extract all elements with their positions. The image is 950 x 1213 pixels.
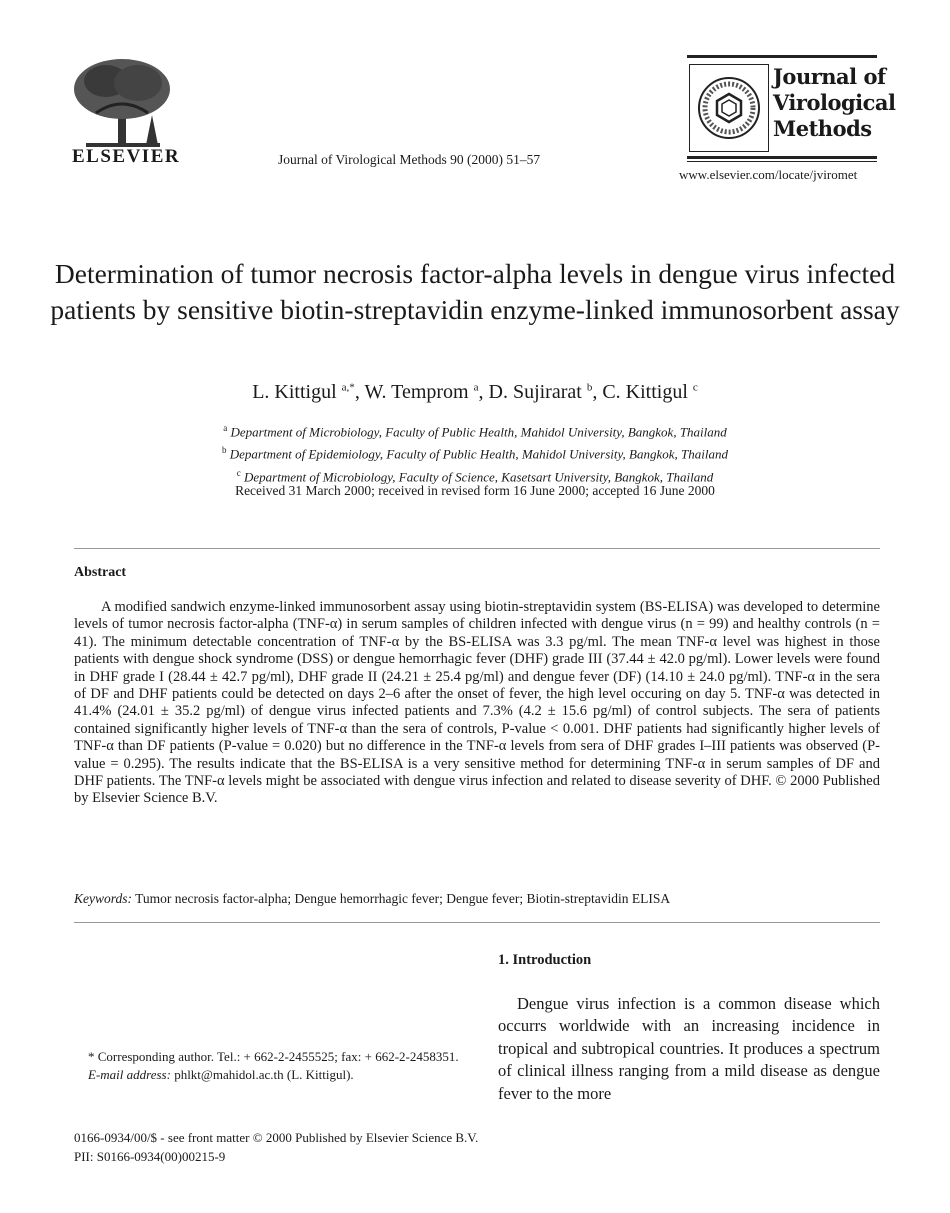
affiliation-line: $^c$ Department of Microbiology, Faculty of Science, Kasetsart University, Bangkok, Thailand — [236, 467, 714, 484]
journal-title: Journal of Virological Methods — [773, 64, 896, 141]
issn-line: 0166-0934/00/$ - see front matter © 2000 Published by Elsevier Science B.V. — [74, 1130, 479, 1145]
divider — [74, 548, 880, 549]
section-heading-introduction: 1. Introduction — [498, 952, 592, 968]
author-affiliation-mark: a — [473, 381, 479, 394]
email-address[interactable]: phlkt@mahidol.ac.th (L. Kittigul). — [174, 1066, 354, 1082]
abstract-heading: Abstract — [74, 565, 127, 580]
journal-emblem-icon — [689, 64, 769, 152]
author-name: W. Temprom — [364, 381, 469, 403]
divider — [74, 922, 880, 923]
keywords-label: Keywords: — [74, 891, 132, 906]
affiliation-line: $^b$ Department of Epidemiology, Faculty of Public Health, Mahidol University, Bangkok, Thailand — [221, 445, 728, 462]
affiliations — [40, 419, 910, 486]
author-list: L. Kittigul $^{a,*}$, W. Temprom $^a$, D. Sujirarat $^b$, C. Kittigul $^c$ — [252, 381, 698, 403]
journal-url[interactable]: www.elsevier.com/locate/jviromet — [679, 167, 858, 182]
elsevier-tree-logo — [66, 55, 178, 155]
corresponding-author-footnote — [74, 1048, 459, 1083]
keywords — [74, 891, 880, 907]
journal-citation: Journal of Virological Methods 90 (2000) 51–57 — [278, 152, 541, 167]
pii-line: PII: S0166-0934(00)00215-9 — [74, 1149, 226, 1164]
author-affiliation-mark: a,* — [341, 381, 355, 394]
bottom-info — [74, 1128, 478, 1166]
author-affiliation-mark: b — [586, 381, 593, 394]
email-line: E-mail address: phlkt@mahidol.ac.th (L. Kittigul). — [88, 1066, 354, 1082]
journal-masthead — [687, 55, 896, 163]
abstract-body: A modified sandwich enzyme-linked immunosorbent assay using biotin-streptavidin system (BS-ELISA) was developed to determine levels of tumor necrosis factor-alpha (TNF-α) in serum samples of children infected with dengue virus (n = 99) and healthy controls (n = 41). The minimum detectable concentration of TNF-α by the BS-ELISA was 3.3 pg/ml. The mean TNF-α level was highest in those patients with dengue shock syndrome (DSS) or dengue hemorrhagic fever (DHF) grade III (37.44 ± 42.0 pg/ml). Lower levels were found in DHF grade I (28.44 ± 42.7 pg/ml), DHF grade II (24.21 ± 25.4 pg/ml) and dengue fever (DF) (14.10 ± 24.0 pg/ml). TNF-α in the sera of DF and DHF patients could be detected on days 2–6 after the onset of fever, the high level occuring on day 5. TNF-α was detected in 41.4% (24.01 ± 35.2 pg/ml) of dengue virus infected patients and 7.3% (4.2 ± 15.6 pg/ml) of control subjects. The sera of patients contained significantly higher levels of TNF-α than the sera of controls, P-value < 0.001. DHF patients had significantly higher levels of TNF-α than DF patients (P-value = 0.020) but no difference in the TNF-α levels from sera of DHF grades I–III patients was observed (P-value = 0.295). The results indicate that the BS-ELISA is a very sensitive method for determining TNF-α in serum samples of DF and DHF patients. The TNF-α levels might be associated with dengue virus infection and related to disease severity of DHF. © 2000 Published by Elsevier Science B.V. — [74, 599, 880, 807]
affiliation-line: $^a$ Department of Microbiology, Faculty of Public Health, Mahidol University, Bangkok, Thailand — [223, 423, 727, 440]
author-affiliation-mark: c — [692, 381, 698, 394]
received-dates: Received 31 March 2000; received in revised form 16 June 2000; accepted 16 June 2000 — [235, 483, 715, 498]
article-title: Determination of tumor necrosis factor-alpha levels in dengue virus infected patients by sensitive biotin-streptavidin enzyme-linked immunosorbent assay — [50, 258, 900, 325]
author-name: C. Kittigul — [602, 381, 688, 403]
introduction-body: Dengue virus infection is a common disease which occurrs worldwide with an increasing incidence in tropical and subtropical countries. It produces a spectrum of clinical illness ranging from a mild disease as dengue fever to the more — [498, 994, 880, 1103]
author-name: D. Sujirarat — [488, 381, 582, 403]
keywords-list: Tumor necrosis factor-alpha; Dengue hemorrhagic fever; Dengue fever; Biotin-streptavidin ELISA — [135, 891, 671, 906]
publisher-name: ELSEVIER — [72, 146, 181, 167]
corresponding-contact: * Corresponding author. Tel.: + 662-2-2455525; fax: + 662-2-2458351. — [88, 1049, 459, 1064]
author-name: L. Kittigul — [252, 381, 337, 403]
